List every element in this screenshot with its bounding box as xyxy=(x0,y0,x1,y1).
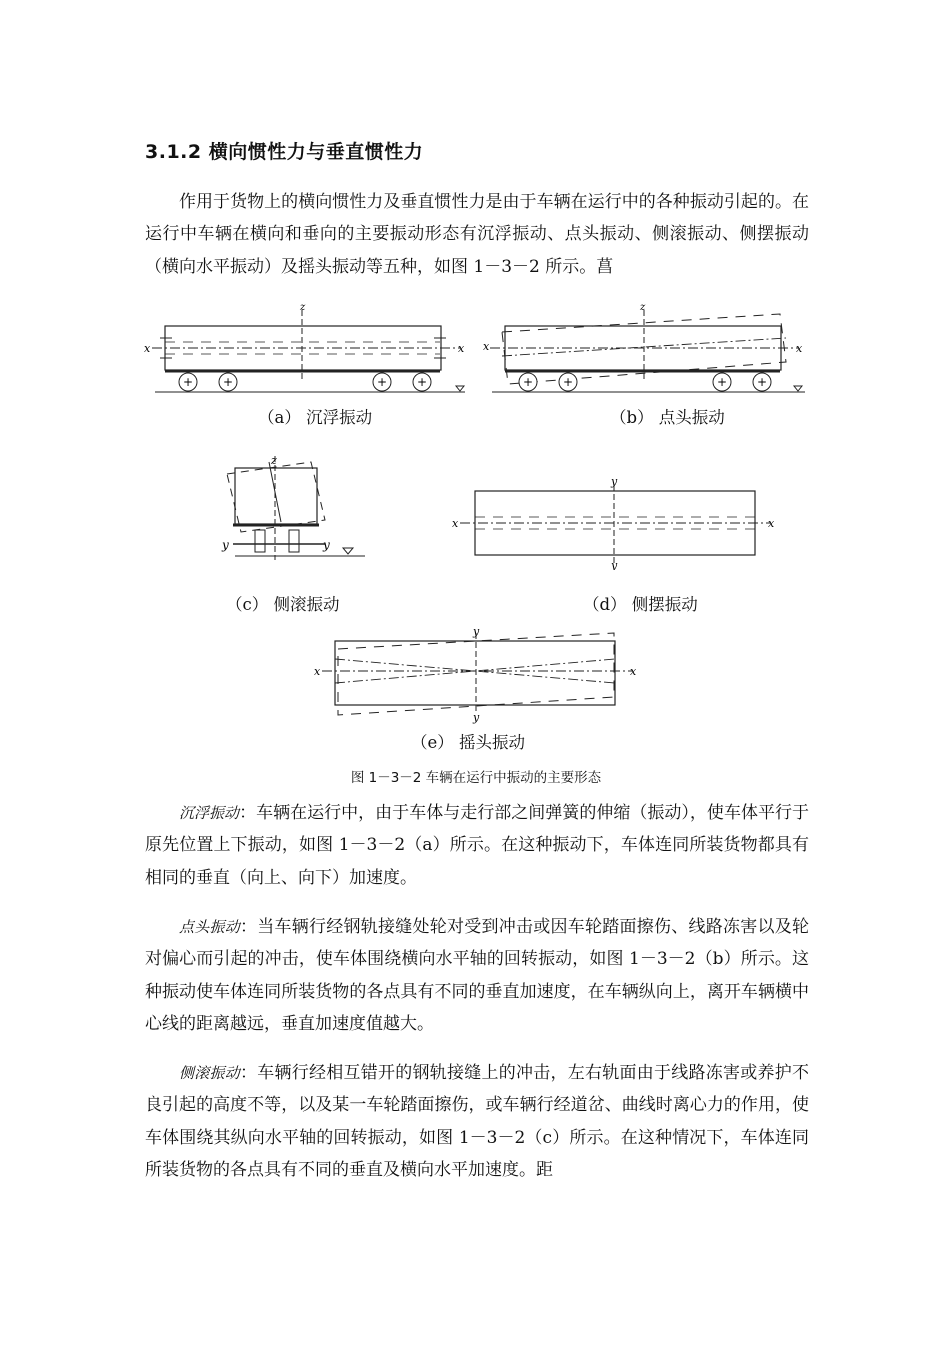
axis-label-z: z xyxy=(300,302,306,313)
svg-text:+: + xyxy=(716,375,728,389)
axis-label-z: z xyxy=(640,302,646,313)
intro-paragraph: 作用于货物上的横向惯性力及垂直惯性力是由于车辆在运行中的各种振动引起的。在运行中车辆在横向和垂向的主要振动形态有沉浮振动、点头振动、侧滚振动、侧摆振动（横向水平振动）及摇头振动等五种，如图 1－3－2 所示。菖 xyxy=(145,192,809,277)
text-heave: ：车辆在运行中，由于车体与走行部之间弹簧的伸缩（振动），使车体平行于原先位置上下振动，如图 1－3－2（a）所示。在这种振动下，车体连同所装货物都具有相同的垂直（向上、向下）加速度。 xyxy=(145,803,809,888)
term-roll: 侧滚振动 xyxy=(179,1064,240,1082)
diagram-roll xyxy=(215,452,375,572)
caption-a: （a） 沉浮振动 xyxy=(258,408,373,427)
svg-text:+: + xyxy=(222,375,234,389)
diagram-heave xyxy=(140,300,470,400)
axis-label-y: y xyxy=(473,625,480,638)
svg-text:+: + xyxy=(522,375,534,389)
axis-label-x: x xyxy=(314,665,321,678)
paragraph-pitch xyxy=(145,911,809,1041)
term-pitch: 点头振动 xyxy=(179,918,240,936)
axis-label-z: z xyxy=(271,454,277,467)
axis-label-x: x xyxy=(483,340,490,353)
axis-label-x: x xyxy=(630,665,637,678)
axis-label-x: x xyxy=(458,342,465,355)
diagram-sway xyxy=(450,475,780,570)
paragraph-heave xyxy=(145,797,809,894)
diagram-pitch xyxy=(480,300,810,400)
text-roll: ：车辆行经相互错开的钢轨接缝上的冲击，左右轨面由于线路冻害或养护不良引起的高度不等，以及某一车轮踏面擦伤，或车辆行经道岔、曲线时离心力的作用，使车体围绕其纵向水平轴的回转振动，如图 1－3－2（c）所示。在这种情况下，车体连同所装货物的各点具有不同的垂直及横向水平加速度。距 xyxy=(145,1063,809,1181)
diagram-yaw xyxy=(310,625,650,725)
svg-text:+: + xyxy=(756,375,768,389)
axis-label-x: x xyxy=(768,517,775,530)
svg-text:+: + xyxy=(416,375,428,389)
caption-d: （d） 侧摆振动 xyxy=(583,595,698,614)
axis-label-y: y xyxy=(222,538,229,552)
axis-label-x: x xyxy=(452,517,459,530)
caption-b: （b） 点头振动 xyxy=(610,408,725,427)
text-pitch: ：当车辆行经钢轨接缝处轮对受到冲击或因车轮踏面擦伤、线路冻害以及轮对偏心而引起的冲击，使车体围绕横向水平轴的回转振动，如图 1－3－2（b）所示。这种振动使车体连同所装货物的各点具有不同的垂直加速度，在车辆纵向上，离开车辆横中心线的距离越远，垂直加速度值越大。 xyxy=(145,917,809,1035)
axis-label-y: y xyxy=(611,475,618,488)
caption-c: （c） 侧滚振动 xyxy=(226,595,340,614)
axis-label-x: x xyxy=(796,342,803,355)
axis-label-y: y xyxy=(473,711,480,724)
axis-label-y: y xyxy=(611,559,618,570)
axis-label-y: y xyxy=(323,538,330,552)
svg-text:+: + xyxy=(562,375,574,389)
figure-title: 图 1－3－2 车辆在运行中振动的主要形态 xyxy=(350,770,602,786)
paragraph-roll xyxy=(145,1057,809,1187)
caption-e: （e） 摇头振动 xyxy=(411,733,526,752)
svg-text:+: + xyxy=(182,375,194,389)
svg-text:+: + xyxy=(376,375,388,389)
section-heading: 3.1.2 横向惯性力与垂直惯性力 xyxy=(145,141,424,163)
term-heave: 沉浮振动 xyxy=(179,804,240,822)
axis-label-x: x xyxy=(144,342,151,355)
